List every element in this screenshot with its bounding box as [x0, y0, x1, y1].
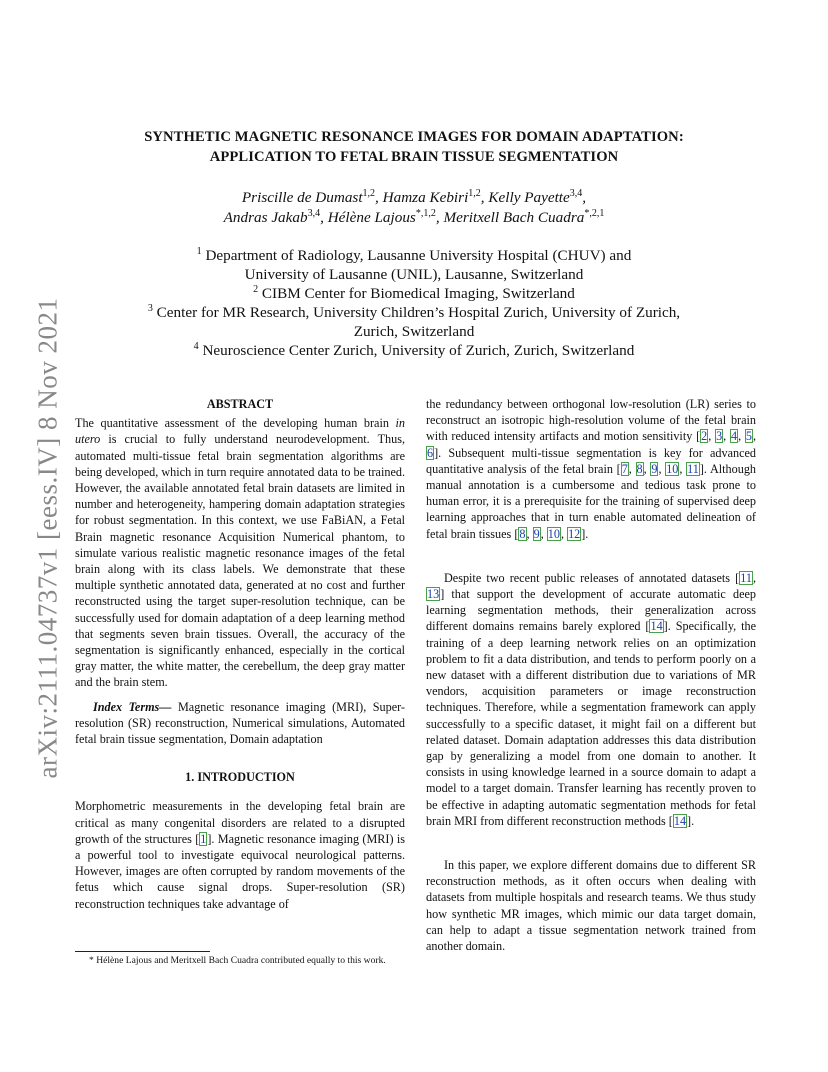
abstract-text-part: is crucial to fully understand neurodevelopment. Thus, automated multi-tissue fetal brain segmentation algorithms are being developed, which in turn require annotated data to be trained. However, the available annotated fetal brain datasets are limited in number and heterogeneity, hampering domain adaptation strategies for robust segmentation. In this context, we use FaBiAN, a Fetal Brain magnetic resonance Acquisition Numerical phantom, to simulate various realistic magnetic resonance images of the fetal brain along with its class labels. We demonstrate that these multiple synthetic annotated data, generated at no cost and further reconstructed using the target super-resolution technique, can be successfully used for domain adaptation of a deep learning method that segments seven brain tissues. Overall, the accuracy of the segmentation is significantly enhanced, especially in the cortical gray matter, the white matter, the cerebellum, the deep gray matter and the brain stem. — [75, 432, 405, 690]
body-text-part: ]. Although manual annotation is a cumbersome and tedious task prone to human error, it is a prerequisite for the training of supervised deep learning approaches that in turn enable automated delineation of fetal brain tissues [ — [426, 461, 757, 541]
right-column — [426, 396, 756, 954]
affiliation-1 — [0, 246, 828, 265]
affiliation-1-cont: University of Lausanne (UNIL), Lausanne, Switzerland — [244, 266, 584, 283]
citation-link[interactable]: 14 — [673, 813, 687, 828]
author-affil-mark: 3,4 — [307, 208, 321, 219]
citation-link[interactable]: 9 — [533, 526, 540, 541]
body-text-part: ]. Subsequent multi-tissue segmentation is key for advanced quantitative analysis of the fetal brain [ — [426, 445, 756, 476]
body-text-part: ]. Specifically, the training of a deep learning network relies on an optimization problem to fit a data distribution, and tends to perform poorly on a new dataset with a different distribution due to variations of MR vendors, acquisition parameters or image reconstruction techniques. Therefore, while a segmentation framework can apply successfully to a specific dataset, it might fail on a different but related dataset. Domain adaptation addresses this data distribution gap by generalizing a model from one domain to another. It consists in using knowledge learned in a source domain to adapt a model to a target domain. Transfer learning has recently proven to be effective in adapting automatic segmentation methods for fetal brain MRI from different reconstruction methods [ — [426, 619, 756, 828]
title-line-1: SYNTHETIC MAGNETIC RESONANCE IMAGES FOR DOMAIN ADAPTATION: — [144, 129, 684, 145]
body-text-part: ] that support the development of accurate automatic deep learning segmentation methods, their generalization across different domains remains barely explored [ — [426, 587, 756, 634]
abstract-italic: in utero — [75, 416, 405, 447]
citation-link[interactable]: 11 — [740, 570, 752, 585]
citation-link[interactable]: 6 — [427, 445, 434, 460]
citation-link[interactable]: 13 — [427, 587, 440, 602]
author-name: Hélène Lajous — [327, 209, 416, 226]
footnote-divider — [75, 951, 210, 952]
index-terms-text: Magnetic resonance imaging (MRI), Super-resolution (SR) reconstruction, Numerical simulations, Automated fetal brain tissue segmentation, Domain adaptation — [75, 699, 405, 747]
author-name: Hamza Kebiri — [382, 189, 469, 206]
author-affil-mark: 3,4 — [569, 188, 583, 199]
affiliation-text: Neuroscience Center Zurich, University of Zurich, Zurich, Switzerland — [202, 342, 635, 359]
affiliation-text: Center for MR Research, University Children’s Hospital Zurich, University of Zurich, — [156, 304, 681, 321]
citation-link[interactable]: 10 — [547, 526, 560, 541]
footnote: * Hélène Lajous and Meritxell Bach Cuadra contributed equally to this work. — [89, 955, 386, 966]
citation-link[interactable]: 1 — [200, 831, 207, 846]
affiliation-4 — [0, 341, 828, 360]
affiliations — [0, 246, 828, 360]
affiliation-3 — [0, 303, 828, 322]
citation-link[interactable]: 7 — [621, 461, 628, 476]
citation-link[interactable]: 3 — [716, 429, 723, 444]
right-paragraph-1: the redundancy between orthogonal low-resolution (LR) series to reconstruct an isotropic high-resolution volume of the fetal brain with reduced intensity artifacts and motion sensitivity [2, 3, 4, 5, 6]. Subsequent multi-tissue segmentation is key for advanced quantitative analysis of the fetal brain [7, 8, 9, 10, 11]. Although manual annotation is a cumbersome and tedious task prone to human error, it is a prerequisite for the training of supervised deep learning approaches that in turn enable automated delineation of fetal brain tissues [8, 9, 10, 12]. — [426, 397, 757, 541]
left-column — [75, 396, 405, 912]
affiliation-number: 1 — [196, 246, 202, 257]
affiliation-number: 2 — [253, 284, 259, 295]
body-text-part: the redundancy between orthogonal low-resolution (LR) series to reconstruct an isotropic high-resolution volume of the fetal brain with reduced intensity artifacts and motion sensitivity [ — [426, 397, 756, 444]
affiliation-2 — [0, 284, 828, 303]
citation-link[interactable]: 10 — [666, 461, 679, 476]
affiliation-text: CIBM Center for Biomedical Imaging, Switzerland — [261, 285, 575, 302]
affiliation-text: Department of Radiology, Lausanne University Hospital (CHUV) and — [205, 247, 632, 264]
paper-title — [0, 127, 828, 167]
author-name: Kelly Payette — [488, 189, 570, 206]
author-name: Priscille de Dumast — [241, 189, 363, 206]
abstract-heading: ABSTRACT — [206, 397, 274, 411]
intro-text-part: ]. Magnetic resonance imaging (MRI) is a powerful tool to investigate equivocal neurological patterns. However, images are often corrupted by random movements of the fetus which cause signal drops. Super-resolution (SR) reconstruction techniques take advantage of — [75, 831, 405, 911]
citation-link[interactable]: 8 — [636, 461, 643, 476]
citation-link[interactable]: 4 — [730, 429, 738, 444]
author-name: Andras Jakab — [223, 209, 308, 226]
title-line-2: APPLICATION TO FETAL BRAIN TISSUE SEGMENTATION — [209, 149, 619, 165]
authors-line-1: Priscille de Dumast$^{1,2}$, Hamza Kebiri$^{1,2}$, Kelly Payette$^{3,4}$, — [241, 188, 587, 206]
right-paragraph-2: Despite two recent public releases of annotated datasets [11, 13] that support the development of accurate automatic deep learning segmentation methods, their generalization across different domains remains barely explored [14]. Specifically, the training of a deep learning network relies on an optimization problem to fit a data distribution, and tends to perform poorly on a new dataset with a different distribution due to variations of MR vendors, acquisition parameters or image reconstruction techniques. Therefore, while a segmentation framework can apply successfully to a specific dataset, it might fail on a different but related dataset. Domain adaptation addresses this data distribution gap by generalizing a model from one domain to another. It consists in using knowledge learned in a source domain to adapt a model to a target domain. Transfer learning has recently proven to be effective in adapting automatic segmentation methods for fetal brain MRI from different reconstruction methods [14]. — [426, 570, 756, 828]
citation-link[interactable]: 12 — [568, 526, 581, 541]
index-terms — [75, 699, 405, 748]
right-paragraph-3: In this paper, we explore different domains due to different SR reconstruction methods, as it often occurs when dealing with datasets from multiple hospitals and research teams. We thus study how synthetic MR images, which mimic our data target domain, can help to adapt a tissue segmentation network trained from another domain. — [426, 858, 756, 954]
index-terms-label: Index Terms— — [93, 699, 172, 714]
author-list — [0, 188, 828, 228]
body-text-part: ]. — [687, 813, 695, 828]
author-affil-mark: *,2,1 — [584, 208, 605, 219]
citation-link[interactable]: 14 — [650, 619, 663, 634]
authors-line-2: Andras Jakab$^{3,4}$, Hélène Lajous$^{*,1,2}$, Meritxell Bach Cuadra$^{*,2,1}$ — [223, 208, 605, 226]
abstract-text-part: The quantitative assessment of the developing human brain — [75, 416, 396, 431]
intro-text-part: Morphometric measurements in the developing fetal brain are critical as many congenital disorders are related to a disrupted growth of the structures [ — [75, 799, 405, 846]
intro-paragraph — [75, 798, 405, 911]
author-affil-mark: 1,2 — [362, 188, 376, 199]
introduction-heading: 1. INTRODUCTION — [185, 770, 295, 785]
affiliation-number: 4 — [193, 341, 199, 352]
citation-link[interactable]: 2 — [701, 429, 708, 444]
body-text-part: ]. — [581, 526, 589, 541]
citation-link[interactable]: 5 — [745, 429, 752, 444]
abstract-text — [75, 415, 405, 690]
author-affil-mark: *,1,2 — [415, 208, 436, 219]
citation-link[interactable]: 8 — [519, 526, 526, 541]
body-text-part: Despite two recent public releases of annotated datasets [ — [444, 570, 740, 585]
citation-link[interactable]: 9 — [651, 461, 658, 476]
citation-link[interactable]: 11 — [687, 461, 699, 476]
author-name: Meritxell Bach Cuadra — [443, 209, 585, 226]
author-affil-mark: 1,2 — [468, 188, 481, 199]
arxiv-identifier-stamp: arXiv:2111.04737v1 [eess.IV] 8 Nov 2021 — [32, 297, 63, 779]
affiliation-number: 3 — [147, 303, 153, 314]
affiliation-3-cont: Zurich, Switzerland — [353, 323, 475, 340]
